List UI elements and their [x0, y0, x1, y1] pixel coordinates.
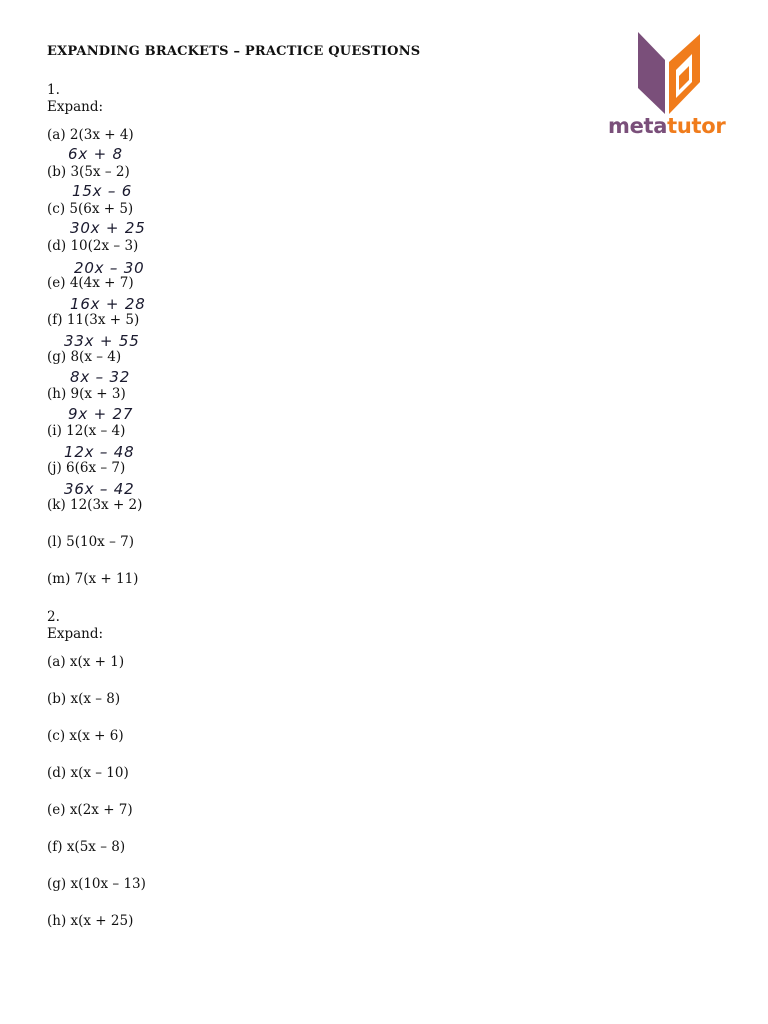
question-2g: (g) x(10x – 13): [47, 876, 146, 892]
question-2f: (f) x(5x – 8): [47, 839, 126, 855]
question-2c: (c) x(x + 6): [47, 728, 124, 744]
question-1h: (h) 9(x + 3): [47, 386, 126, 402]
question-1i: (i) 12(x – 4): [47, 423, 126, 439]
answer-1i: 12x – 48: [64, 443, 135, 461]
answer-1b: 15x – 6: [72, 182, 133, 200]
metatutor-logo: [608, 30, 732, 142]
answer-1j: 36x – 42: [64, 480, 135, 498]
section1-instruction: Expand:: [47, 99, 104, 115]
answer-1a: 6x + 8: [68, 145, 123, 163]
answer-1f: 33x + 55: [64, 332, 140, 350]
section2-instruction: Expand:: [47, 626, 104, 642]
question-1k: (k) 12(3x + 2): [47, 497, 143, 513]
logo-wordmark: [608, 114, 732, 138]
question-2b: (b) x(x – 8): [47, 691, 121, 707]
page-title: EXPANDING BRACKETS – PRACTICE QUESTIONS: [47, 44, 421, 59]
answer-1c: 30x + 25: [70, 219, 146, 237]
section1-number: 1.: [47, 82, 60, 98]
logo-word-meta: meta: [608, 114, 668, 138]
answer-1h: 9x + 27: [68, 405, 134, 423]
question-1b: (b) 3(5x – 2): [47, 164, 130, 180]
answer-1e: 16x + 28: [70, 295, 146, 313]
question-1c: (c) 5(6x + 5): [47, 201, 134, 217]
logo-shield-icon: [608, 30, 732, 114]
section2-number: 2.: [47, 609, 60, 625]
question-1e: (e) 4(4x + 7): [47, 275, 134, 291]
question-2d: (d) x(x – 10): [47, 765, 129, 781]
question-2a: (a) x(x + 1): [47, 654, 125, 670]
question-1j: (j) 6(6x – 7): [47, 460, 126, 476]
question-2e: (e) x(2x + 7): [47, 802, 133, 818]
question-1m: (m) 7(x + 11): [47, 571, 139, 587]
question-2h: (h) x(x + 25): [47, 913, 134, 929]
logo-word-tutor: tutor: [667, 114, 726, 138]
answer-1d: 20x – 30: [74, 259, 145, 277]
question-1d: (d) 10(2x – 3): [47, 238, 139, 254]
question-1g: (g) 8(x – 4): [47, 349, 122, 365]
answer-1g: 8x – 32: [70, 368, 131, 386]
question-1f: (f) 11(3x + 5): [47, 312, 140, 328]
question-1l: (l) 5(10x – 7): [47, 534, 134, 550]
question-1a: (a) 2(3x + 4): [47, 127, 134, 143]
